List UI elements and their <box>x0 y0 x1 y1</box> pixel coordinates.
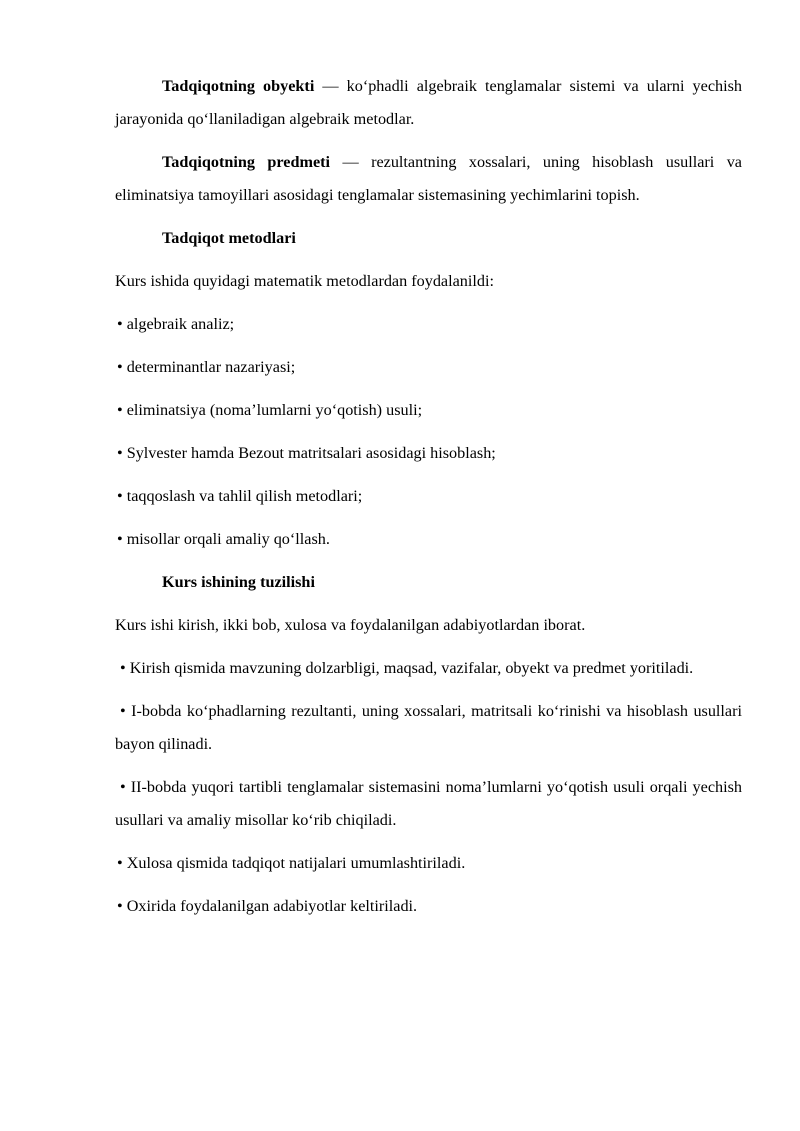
methods-intro: Kurs ishida quyidagi matematik metodlardan foydalanildi: <box>115 272 494 290</box>
structure-list-item: • Xulosa qismida tadqiqot natijalari umumlashtiriladi. <box>117 854 466 872</box>
research-subject-text: — rezultantning xossalari, uning hisoblash usullari va eliminatsiya tamoyillari asosidagi tenglamalar sistemasining yechimlarini topish. <box>115 153 742 204</box>
methods-list-item: • eliminatsiya (noma’lumlarni yoʻqotish) usuli; <box>117 401 423 419</box>
document-page <box>115 70 742 933</box>
methods-list-item: • algebraik analiz; <box>117 315 235 333</box>
research-subject-paragraph <box>115 146 742 212</box>
methods-heading: Tadqiqot metodlari <box>162 229 296 247</box>
structure-list-item: • I-bobda koʻphadlarning rezultanti, uning xossalari, matritsali koʻrinishi va hisoblash usullari bayon qilinadi. <box>115 702 742 753</box>
methods-list-item: • taqqoslash va tahlil qilish metodlari; <box>117 487 363 505</box>
structure-list-item: • II-bobda yuqori tartibli tenglamalar sistemasini noma’lumlarni yoʻqotish usuli orqali yechish usullari va amaliy misollar koʻrib chiqiladi. <box>115 778 742 829</box>
research-subject-label: Tadqiqotning predmeti <box>162 153 331 171</box>
research-object-paragraph <box>115 70 742 136</box>
structure-intro: Kurs ishi kirish, ikki bob, xulosa va foydalanilgan adabiyotlardan iborat. <box>115 616 586 634</box>
methods-list-item: • Sylvester hamda Bezout matritsalari asosidagi hisoblash; <box>117 444 496 462</box>
structure-heading: Kurs ishining tuzilishi <box>162 573 315 591</box>
methods-list-item: • determinantlar nazariyasi; <box>117 358 296 376</box>
research-object-label: Tadqiqotning obyekti <box>162 77 315 95</box>
structure-list-item: • Kirish qismida mavzuning dolzarbligi, maqsad, vazifalar, obyekt va predmet yoritiladi. <box>120 659 694 677</box>
research-object-text: — koʻphadli algebraik tenglamalar sistemi va ularni yechish jarayonida qoʻllaniladigan algebraik metodlar. <box>115 77 742 128</box>
methods-list-item: • misollar orqali amaliy qoʻllash. <box>117 530 330 548</box>
structure-list-item: • Oxirida foydalanilgan adabiyotlar keltiriladi. <box>117 897 418 915</box>
